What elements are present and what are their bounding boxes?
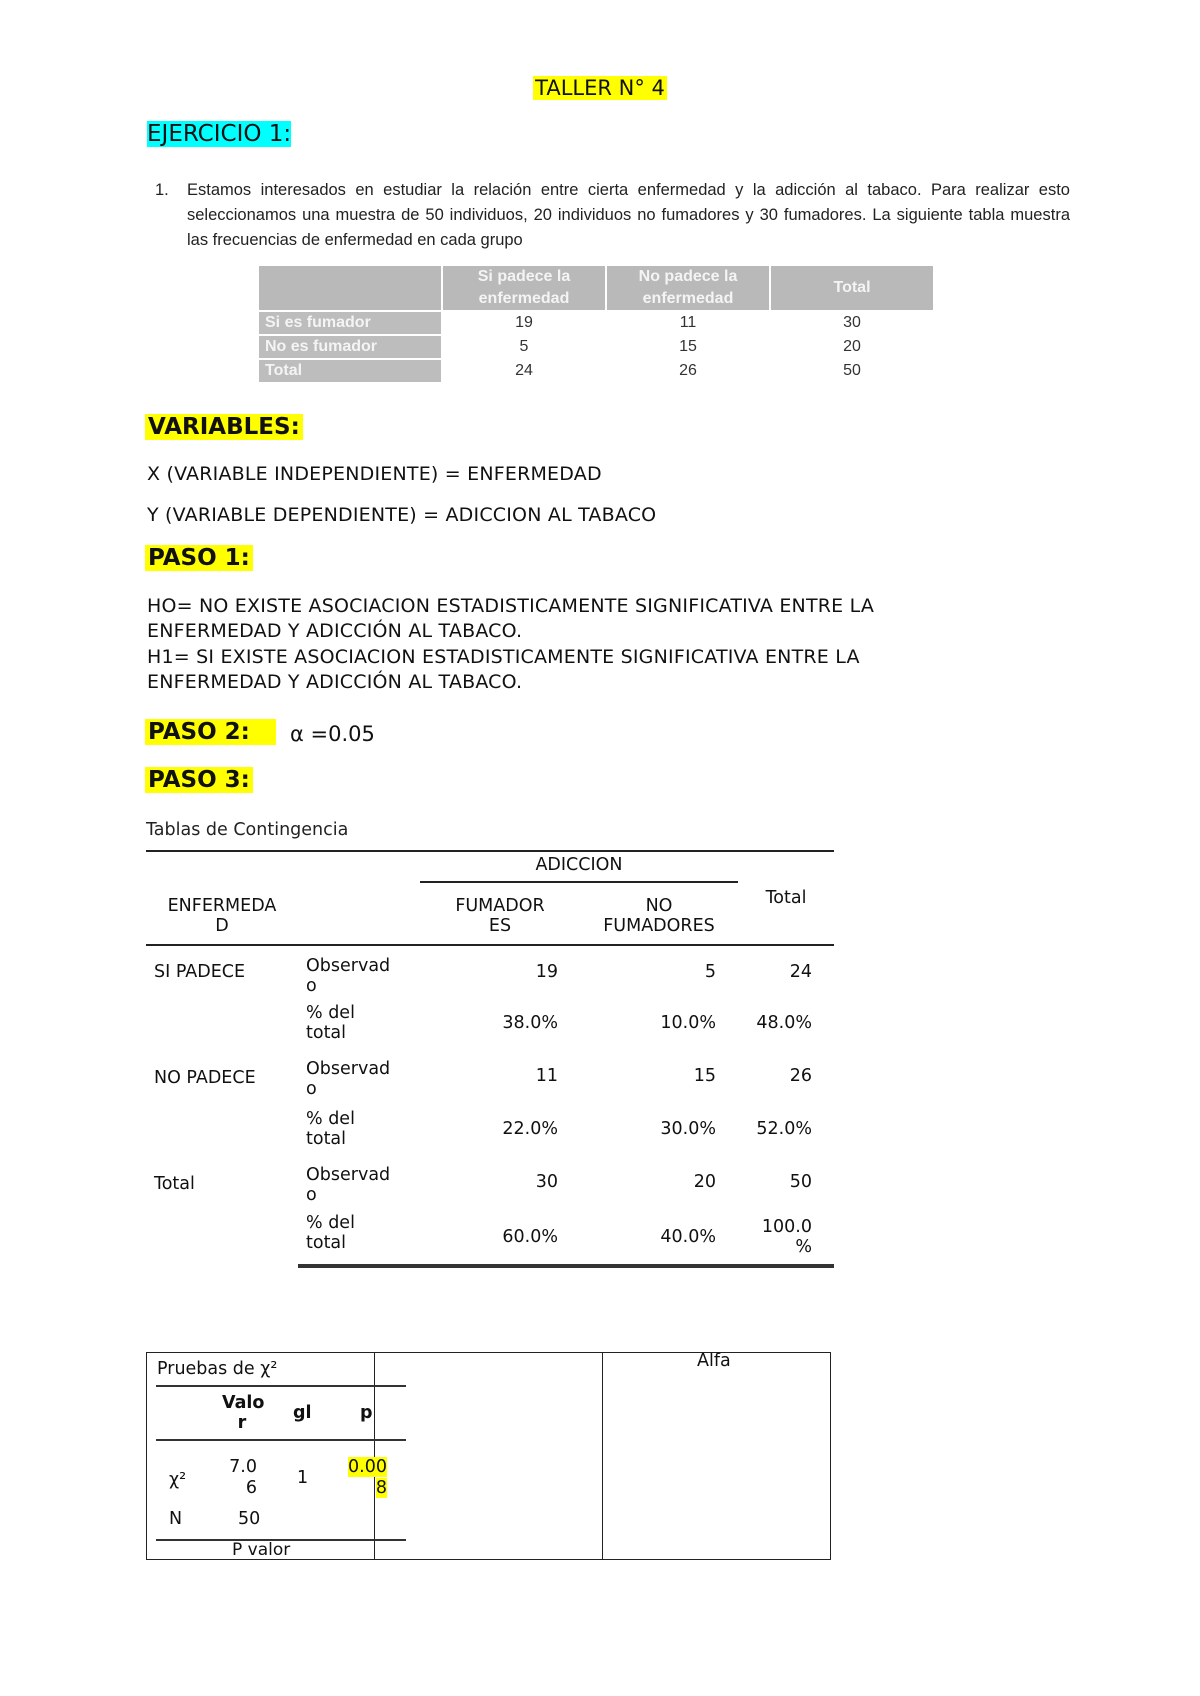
document-title: TALLER N° 4 [535,76,665,100]
contingency-table [146,850,834,1268]
table-row [146,1048,834,1104]
stat-label [298,1048,420,1104]
hypothesis-h0 [147,594,874,644]
hypothesis-h1 [147,645,860,695]
chi-row-p [345,1457,387,1499]
chi-col-gl: gl [293,1403,312,1423]
row-header-line1: ENFERMEDA [167,896,277,916]
exercise-table-row [259,336,933,358]
exercise-statement [155,178,1070,253]
cell: 26 [789,1066,812,1086]
n-row-label: N [169,1509,183,1529]
p-valor-label: P valor [232,1540,291,1560]
cell: 24 [789,962,812,982]
chi-row-valor-line1: 7.0 [229,1457,257,1477]
table-caption: Tablas de Contingencia [146,820,349,840]
exercise-table-header-cell: Total [771,266,933,310]
chi-row-valor-line2: 6 [245,1478,257,1498]
stat-label-line1: Observad [306,1059,391,1079]
group-label: Total [154,1174,195,1194]
exercise-table-header-cell [259,266,441,310]
chi-col-valor-line1: Valo [222,1393,265,1413]
paso3-heading: PASO 3: [145,767,253,793]
group-label: SI PADECE [154,962,246,982]
cell: 19 [535,962,558,982]
group-header [420,851,738,888]
stat-label-line2: total [306,1129,347,1149]
cell: 20 [693,1172,716,1192]
stat-label-line1: Observad [306,1165,391,1185]
hypothesis-h1-line1: H1= SI EXISTE ASOCIACION ESTADISTICAMENTE SIGNIFICATIVA ENTRE LA [147,646,860,668]
exercise-row-label: No es fumador [259,336,441,358]
cell: 10.0% [660,1013,716,1033]
exercise-cell: 11 [607,312,769,334]
contingency-header-row [146,851,834,888]
cell: 48.0% [756,1013,812,1033]
chi-rule-top [156,1385,406,1387]
exercise-table-header [259,266,933,310]
chi-row-label: χ² [169,1470,187,1490]
stat-label-line1: % del [306,1109,355,1129]
exercise-row-label: Total [259,360,441,382]
hypothesis-h0-line1: HO= NO EXISTE ASOCIACION ESTADISTICAMENTE SIGNIFICATIVA ENTRE LA [147,595,875,617]
variable-y: Y (VARIABLE DEPENDIENTE) = ADICCION AL TABACO [147,504,657,526]
exercise-cell: 50 [771,360,933,382]
chi-row-p-line2: 8 [375,1478,387,1498]
alpha-value: α =0.05 [290,722,375,746]
stat-label-line2: o [306,1185,317,1205]
variable-x: X (VARIABLE INDEPENDIENTE) = ENFERMEDAD [147,463,602,485]
total-header: Total [738,851,834,945]
chi-rule-mid [156,1439,406,1441]
alfa-label: Alfa [697,1351,731,1371]
cell: 38.0% [502,1013,558,1033]
cell: 100.0 % [738,1210,834,1266]
cell: 60.0% [420,1210,580,1266]
hypothesis-h1-line2: ENFERMEDAD Y ADICCIÓN AL TABACO. [147,671,523,693]
exercise-table [257,264,935,384]
box-divider [602,1353,603,1559]
n-row-valor: 50 [238,1509,261,1529]
exercise-cell: 5 [443,336,605,358]
exercise-table-header-cell: Si padece la enfermedad [443,266,605,310]
stat-label [298,1210,420,1266]
stat-label [298,945,420,998]
table-row [146,1154,834,1210]
exercise-cell: 26 [607,360,769,382]
box-divider [374,1353,375,1559]
cell: 30.0% [660,1119,716,1139]
exercise-text: Estamos interesados en estudiar la relación entre cierta enfermedad y la adicción al tabaco. Para realizar esto seleccionamos una muestra de 50 individuos, 20 individuos no fumadores y 30 fumadores. La siguiente tabla muestra las frecuencias de enfermedad en cada grupo [187,181,1070,249]
exercise-cell: 30 [771,312,933,334]
cell: 22.0% [502,1119,558,1139]
stat-label [298,1154,420,1210]
stat-label [298,1104,420,1154]
exercise-table-row [259,360,933,382]
exercise-number: 1. [155,181,169,199]
cell: 50 [789,1172,812,1192]
cell: 15 [693,1066,716,1086]
chi-row-valor [227,1457,257,1499]
cell: 30 [535,1172,558,1192]
group-label: NO PADECE [154,1068,256,1088]
cell: 11 [535,1066,558,1086]
table-row [146,945,834,998]
exercise-heading: EJERCICIO 1: [147,121,292,147]
exercise-cell: 15 [607,336,769,358]
stat-label-line2: total [306,1023,347,1043]
stat-label-line2: o [306,1079,317,1099]
col-no-fumadores-line2: FUMADORES [603,916,715,936]
chi-square-box [146,1352,831,1560]
paso1-heading: PASO 1: [145,545,253,571]
col-no-fumadores-line1: NO [645,896,673,916]
exercise-row-label: Si es fumador [259,312,441,334]
col-fumadores-header [420,888,580,945]
paso2-heading: PASO 2: [145,719,276,745]
stat-header [298,851,420,945]
col-fumadores-line1: FUMADOR [455,896,545,916]
hypothesis-h0-line2: ENFERMEDAD Y ADICCIÓN AL TABACO. [147,620,523,642]
exercise-cell: 24 [443,360,605,382]
chi-col-valor-line2: r [237,1413,247,1433]
exercise-cell: 20 [771,336,933,358]
chi-row-p-line1: 0.00 [348,1457,387,1477]
exercise-cell: 19 [443,312,605,334]
stat-label-line2: total [306,1233,347,1253]
variables-heading: VARIABLES: [145,414,303,440]
chi-col-valor [222,1393,265,1433]
chi-col-p: p [360,1403,373,1423]
chi-caption: Pruebas de χ² [157,1359,278,1379]
col-fumadores-line2: ES [488,916,512,936]
exercise-table-header-cell: No padece la enfermedad [607,266,769,310]
stat-label-line2: o [306,976,317,996]
chi-row-gl: 1 [297,1468,309,1488]
cell: 5 [704,962,716,982]
stat-label-line1: % del [306,1213,355,1233]
stat-label-line1: % del [306,1003,355,1023]
row-header-line2: D [215,916,229,936]
row-header [146,851,298,945]
exercise-table-row [259,312,933,334]
cell: 52.0% [756,1119,812,1139]
group-header-label: ADICCION [420,855,738,883]
stat-label [298,998,420,1048]
col-no-fumadores-header [580,888,738,945]
stat-label-line1: Observad [306,956,391,976]
cell: 40.0% [580,1210,738,1266]
